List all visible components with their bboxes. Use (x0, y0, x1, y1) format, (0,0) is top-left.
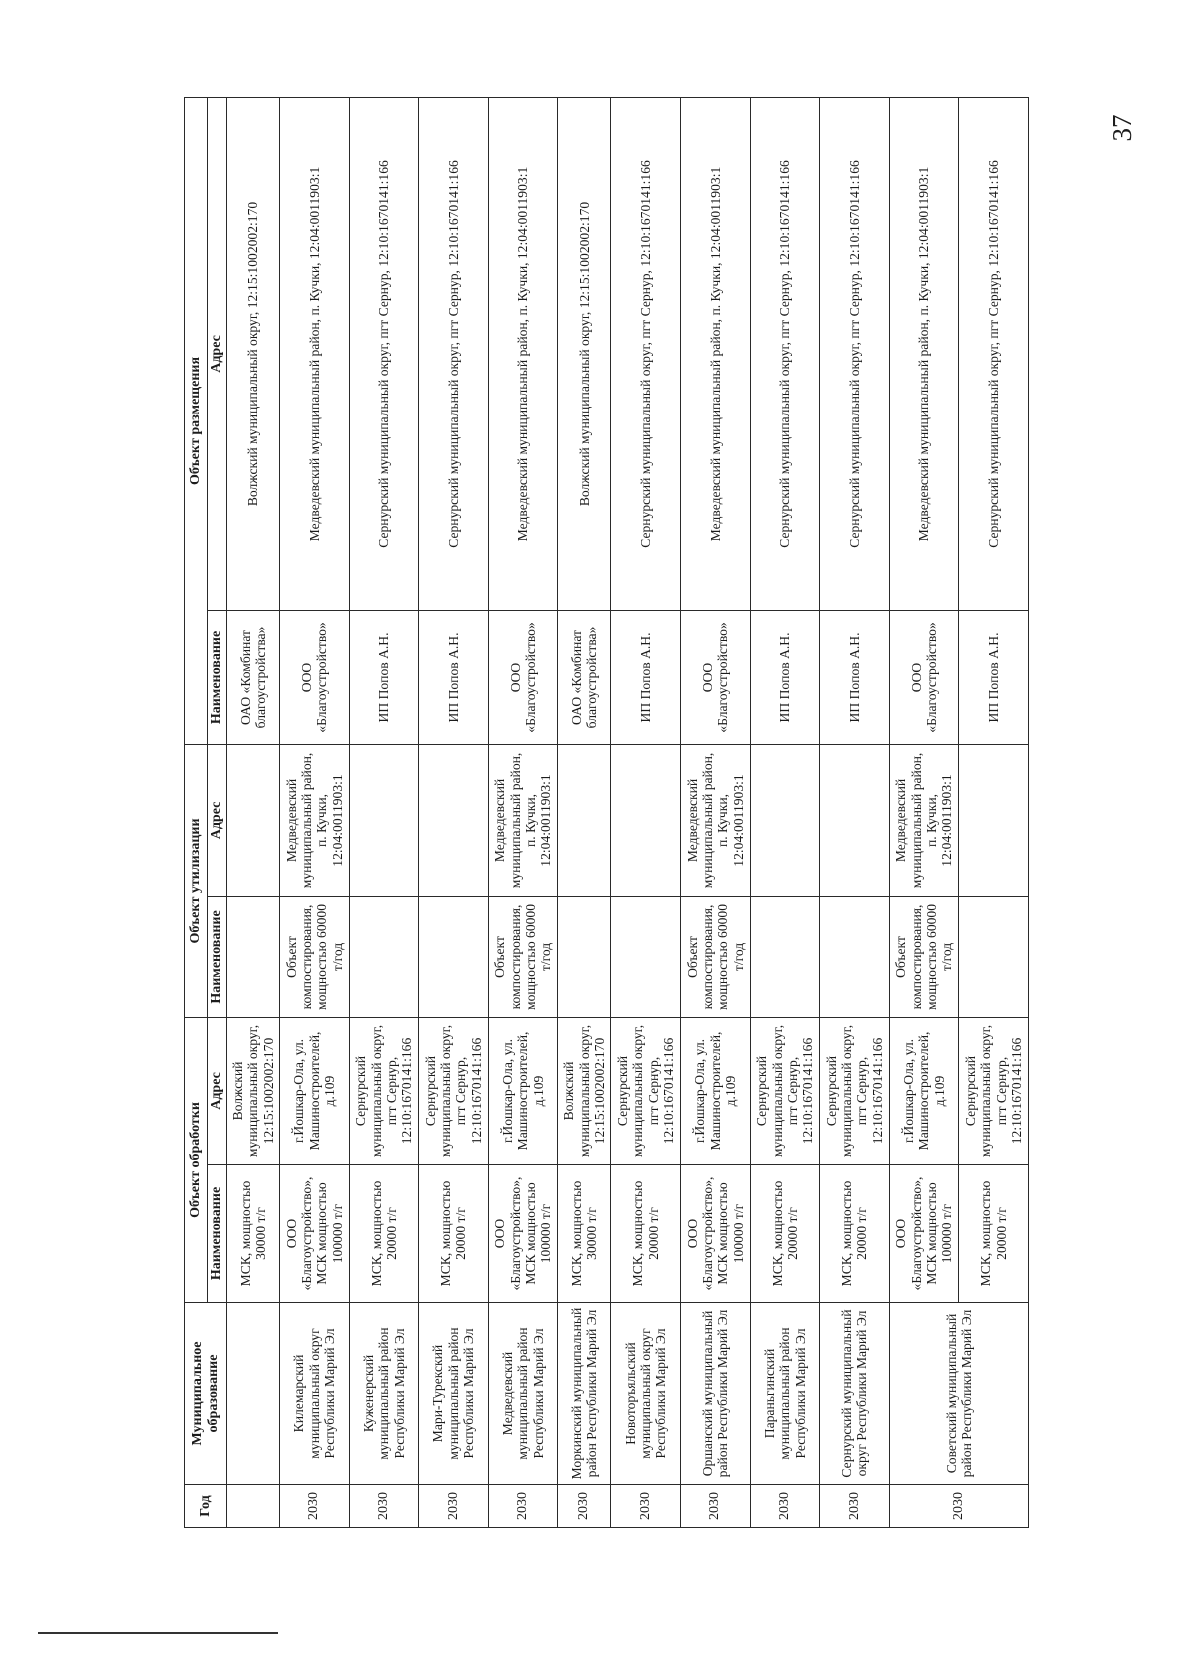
placement-address-cell: Медведевский муниципальный район, п. Кучки, 12:04:0011903:1 (889, 97, 959, 610)
utilization-address-cell: Медведевский муниципальный район, п. Кучки, 12:04:0011903:1 (889, 744, 959, 896)
utilization-address-cell (419, 744, 489, 896)
rotated-table-container (184, 98, 1029, 1528)
placement-address-cell: Волжский муниципальный округ, 12:15:1002002:170 (558, 97, 611, 610)
waste-objects-table (184, 97, 1029, 1528)
municipality-cell: Куженерский муниципальный район Республики Марий Эл (349, 1303, 419, 1485)
placement-name-cell: ООО «Благоустройство» (680, 610, 750, 744)
processing-name-cell: МСК, мощностью 20000 т/г (611, 1165, 681, 1303)
table-row (280, 97, 350, 1527)
header-placement-address: Адрес (208, 97, 227, 610)
utilization-address-cell (227, 744, 280, 896)
processing-name-cell: ООО «Благоустройство», МСК мощностью 100000 т/г (889, 1165, 959, 1303)
header-placement-name: Наименование (208, 610, 227, 744)
table-row (419, 97, 489, 1527)
placement-address-cell: Медведевский муниципальный район, п. Кучки, 12:04:0011903:1 (488, 97, 558, 610)
processing-address-cell: г.Йошкар-Ола, ул. Машиностроителей, д.109 (280, 1017, 350, 1164)
processing-address-cell: г.Йошкар-Ола, ул. Машиностроителей, д.109 (488, 1017, 558, 1164)
processing-address-cell: Сернурский муниципальный округ, пгт Сернур, 12:10:1670141:166 (820, 1017, 890, 1164)
table-row (889, 97, 959, 1527)
utilization-name-cell: Объект компостирования, мощностью 60000 т/год (889, 896, 959, 1017)
utilization-address-cell (349, 744, 419, 896)
table-row (611, 97, 681, 1527)
processing-address-cell: Волжский муниципальный округ, 12:15:1002002:170 (558, 1017, 611, 1164)
utilization-name-cell (750, 896, 820, 1017)
utilization-name-cell: Объект компостирования, мощностью 60000 т/год (488, 896, 558, 1017)
footer-rule (38, 1632, 278, 1634)
page-number: 37 (1107, 114, 1137, 142)
utilization-name-cell (349, 896, 419, 1017)
municipality-cell: Моркинский муниципальный район Республики Марий Эл (558, 1303, 611, 1485)
utilization-address-cell: Медведевский муниципальный район, п. Кучки, 12:04:0011903:1 (488, 744, 558, 896)
utilization-name-cell (558, 896, 611, 1017)
header-processing-address: Адрес (208, 1017, 227, 1164)
year-cell (227, 1485, 280, 1528)
table-row (680, 97, 750, 1527)
header-municipality: Муниципальное образование (185, 1303, 227, 1485)
header-year: Год (185, 1485, 227, 1528)
placement-name-cell: ООО «Благоустройство» (488, 610, 558, 744)
municipality-cell: Параньгинский муниципальный район Республики Марий Эл (750, 1303, 820, 1485)
utilization-address-cell (820, 744, 890, 896)
year-cell: 2030 (611, 1485, 681, 1528)
placement-address-cell: Сернурский муниципальный округ, пгт Сернур, 12:10:1670141:166 (959, 97, 1029, 610)
utilization-name-cell: Объект компостирования, мощностью 60000 т/год (280, 896, 350, 1017)
year-cell: 2030 (889, 1485, 1028, 1528)
processing-name-cell: МСК, мощностью 30000 т/г (558, 1165, 611, 1303)
table-row (820, 97, 890, 1527)
header-placement: Объект размещения (185, 97, 208, 744)
municipality-cell: Медведевский муниципальный район Республики Марий Эл (488, 1303, 558, 1485)
table-row (349, 97, 419, 1527)
processing-name-cell: ООО «Благоустройство», МСК мощностью 100000 т/г (680, 1165, 750, 1303)
placement-name-cell: ИП Попов А.Н. (349, 610, 419, 744)
municipality-cell: Советский муниципальный район Республики Марий Эл (889, 1303, 1028, 1485)
header-processing: Объект обработки (185, 1017, 208, 1302)
placement-name-cell: ИП Попов А.Н. (820, 610, 890, 744)
placement-address-cell: Сернурский муниципальный округ, пгт Сернур, 12:10:1670141:166 (611, 97, 681, 610)
placement-address-cell: Волжский муниципальный округ, 12:15:1002002:170 (227, 97, 280, 610)
processing-address-cell: Сернурский муниципальный округ, пгт Сернур, 12:10:1670141:166 (611, 1017, 681, 1164)
table-row (750, 97, 820, 1527)
municipality-cell: Мари-Турекский муниципальный район Республики Марий Эл (419, 1303, 489, 1485)
year-cell: 2030 (680, 1485, 750, 1528)
utilization-address-cell (558, 744, 611, 896)
table-row (488, 97, 558, 1527)
placement-address-cell: Медведевский муниципальный район, п. Кучки, 12:04:0011903:1 (280, 97, 350, 610)
placement-address-cell: Сернурский муниципальный округ, пгт Сернур, 12:10:1670141:166 (750, 97, 820, 610)
municipality-cell: Сернурский муниципальный округ Республики Марий Эл (820, 1303, 890, 1485)
placement-name-cell: ООО «Благоустройство» (889, 610, 959, 744)
processing-address-cell: Сернурский муниципальный округ, пгт Сернур, 12:10:1670141:166 (419, 1017, 489, 1164)
processing-name-cell: МСК, мощностью 30000 т/г (227, 1165, 280, 1303)
placement-address-cell: Сернурский муниципальный округ, пгт Сернур, 12:10:1670141:166 (419, 97, 489, 610)
municipality-cell: Килемарский муниципальный округ Республики Марий Эл (280, 1303, 350, 1485)
utilization-name-cell (959, 896, 1029, 1017)
processing-address-cell: г.Йошкар-Ола, ул. Машиностроителей, д.109 (889, 1017, 959, 1164)
placement-name-cell: ОАО «Комбинат благоустройства» (227, 610, 280, 744)
header-utilization-address: Адрес (208, 744, 227, 896)
processing-name-cell: МСК, мощностью 20000 т/г (349, 1165, 419, 1303)
year-cell: 2030 (349, 1485, 419, 1528)
processing-address-cell: г.Йошкар-Ола, ул. Машиностроителей, д.109 (680, 1017, 750, 1164)
placement-name-cell: ИП Попов А.Н. (611, 610, 681, 744)
utilization-name-cell (419, 896, 489, 1017)
placement-address-cell: Сернурский муниципальный округ, пгт Сернур, 12:10:1670141:166 (820, 97, 890, 610)
placement-name-cell: ИП Попов А.Н. (750, 610, 820, 744)
year-cell: 2030 (750, 1485, 820, 1528)
utilization-address-cell (611, 744, 681, 896)
utilization-name-cell: Объект компостирования, мощностью 60000 т/год (680, 896, 750, 1017)
utilization-address-cell: Медведевский муниципальный район, п. Кучки, 12:04:0011903:1 (680, 744, 750, 896)
processing-name-cell: ООО «Благоустройство», МСК мощностью 100000 т/г (488, 1165, 558, 1303)
processing-address-cell: Сернурский муниципальный округ, пгт Сернур, 12:10:1670141:166 (349, 1017, 419, 1164)
utilization-address-cell (750, 744, 820, 896)
placement-address-cell: Медведевский муниципальный район, п. Кучки, 12:04:0011903:1 (680, 97, 750, 610)
year-cell: 2030 (419, 1485, 489, 1528)
placement-name-cell: ИП Попов А.Н. (419, 610, 489, 744)
processing-name-cell: МСК, мощностью 20000 т/г (959, 1165, 1029, 1303)
processing-name-cell: МСК, мощностью 20000 т/г (419, 1165, 489, 1303)
year-cell: 2030 (558, 1485, 611, 1528)
processing-address-cell: Волжский муниципальный округ, 12:15:1002002:170 (227, 1017, 280, 1164)
placement-name-cell: ОАО «Комбинат благоустройства» (558, 610, 611, 744)
processing-address-cell: Сернурский муниципальный округ, пгт Сернур, 12:10:1670141:166 (959, 1017, 1029, 1164)
utilization-address-cell: Медведевский муниципальный район, п. Кучки, 12:04:0011903:1 (280, 744, 350, 896)
year-cell: 2030 (820, 1485, 890, 1528)
processing-name-cell: МСК, мощностью 20000 т/г (750, 1165, 820, 1303)
placement-name-cell: ИП Попов А.Н. (959, 610, 1029, 744)
utilization-name-cell (820, 896, 890, 1017)
utilization-address-cell (959, 744, 1029, 896)
processing-name-cell: ООО «Благоустройство», МСК мощностью 100000 т/г (280, 1165, 350, 1303)
placement-name-cell: ООО «Благоустройство» (280, 610, 350, 744)
header-utilization: Объект утилизации (185, 744, 208, 1017)
header-utilization-name: Наименование (208, 896, 227, 1017)
processing-address-cell: Сернурский муниципальный округ, пгт Сернур, 12:10:1670141:166 (750, 1017, 820, 1164)
table-row (558, 97, 611, 1527)
processing-name-cell: МСК, мощностью 20000 т/г (820, 1165, 890, 1303)
municipality-cell: Оршанский муниципальный район Республики Марий Эл (680, 1303, 750, 1485)
header-processing-name: Наименование (208, 1165, 227, 1303)
utilization-name-cell (611, 896, 681, 1017)
year-cell: 2030 (488, 1485, 558, 1528)
utilization-name-cell (227, 896, 280, 1017)
placement-address-cell: Сернурский муниципальный округ, пгт Сернур, 12:10:1670141:166 (349, 97, 419, 610)
table-row (227, 97, 280, 1527)
municipality-cell: Новоторъяльский муниципальный округ Республики Марий Эл (611, 1303, 681, 1485)
municipality-cell (227, 1303, 280, 1485)
year-cell: 2030 (280, 1485, 350, 1528)
